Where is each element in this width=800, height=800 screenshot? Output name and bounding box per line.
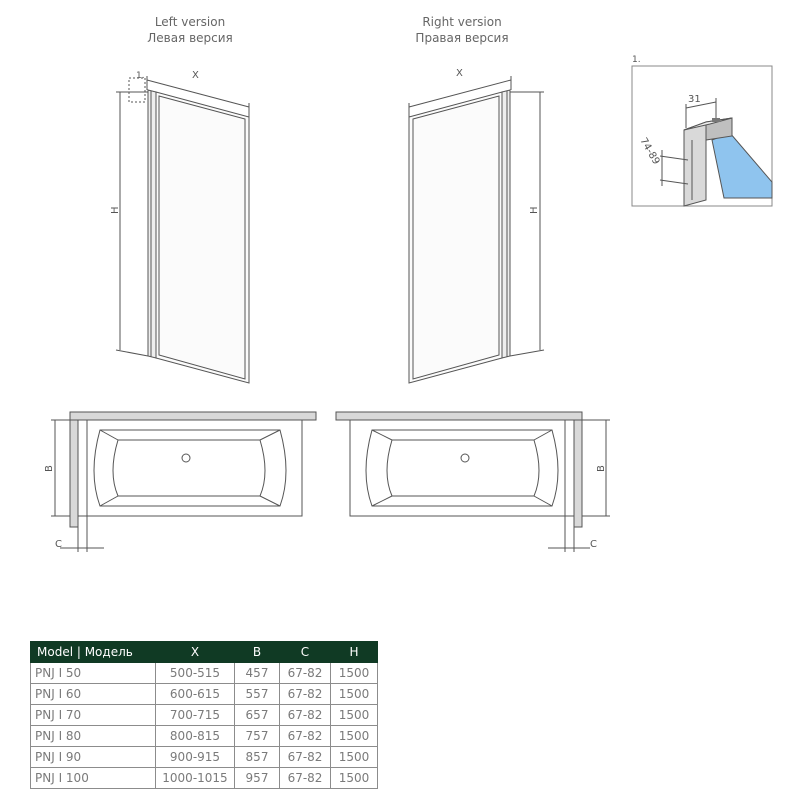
left-dim-h: H <box>110 206 121 214</box>
right-dim-h: H <box>529 206 540 214</box>
cell-x: 800-815 <box>156 726 235 747</box>
cell-c: 67-82 <box>280 705 331 726</box>
left-bathtub-plan <box>51 412 316 552</box>
table-row <box>31 684 378 705</box>
cell-model: PNJ I 60 <box>31 684 156 705</box>
cell-c: 67-82 <box>280 684 331 705</box>
cell-b: 957 <box>235 768 280 789</box>
right-dim-c: C <box>590 539 597 550</box>
left-dim-x: X <box>192 70 199 81</box>
cell-b: 457 <box>235 663 280 684</box>
right-bathtub-plan <box>336 412 610 552</box>
cell-x: 1000-1015 <box>156 768 235 789</box>
header-model: Model | Модель <box>31 642 156 663</box>
header-b: B <box>235 642 280 663</box>
cell-c: 67-82 <box>280 726 331 747</box>
detail-width: 31 <box>688 94 701 105</box>
detail-range: 74-89 <box>637 136 662 167</box>
cell-model: PNJ I 50 <box>31 663 156 684</box>
table-row <box>31 768 378 789</box>
cell-h: 1500 <box>331 726 378 747</box>
spec-table <box>30 641 378 789</box>
right-dim-x: X <box>456 68 463 79</box>
cell-h: 1500 <box>331 663 378 684</box>
right-version-ru: Правая версия <box>415 31 509 45</box>
cell-model: PNJ I 70 <box>31 705 156 726</box>
detail-view <box>632 66 772 206</box>
cell-c: 67-82 <box>280 768 331 789</box>
cell-x: 600-615 <box>156 684 235 705</box>
header-h: H <box>331 642 378 663</box>
header-c: C <box>280 642 331 663</box>
right-version-en: Right version <box>422 15 502 29</box>
table-row <box>31 663 378 684</box>
left-dim-c: C <box>55 539 62 550</box>
cell-b: 857 <box>235 747 280 768</box>
cell-h: 1500 <box>331 747 378 768</box>
cell-b: 657 <box>235 705 280 726</box>
cell-c: 67-82 <box>280 747 331 768</box>
cell-b: 557 <box>235 684 280 705</box>
cell-h: 1500 <box>331 705 378 726</box>
left-version-ru: Левая версия <box>147 31 233 45</box>
table-row <box>31 705 378 726</box>
cell-x: 700-715 <box>156 705 235 726</box>
cell-b: 757 <box>235 726 280 747</box>
right-dim-b: B <box>596 465 607 472</box>
cell-model: PNJ I 90 <box>31 747 156 768</box>
table-row <box>31 726 378 747</box>
left-panel-drawing <box>116 76 249 383</box>
cell-x: 500-515 <box>156 663 235 684</box>
detail-label: 1. <box>632 55 641 65</box>
cell-c: 67-82 <box>280 663 331 684</box>
header-x: X <box>156 642 235 663</box>
cell-h: 1500 <box>331 768 378 789</box>
right-panel-drawing <box>409 76 544 383</box>
cell-model: PNJ I 100 <box>31 768 156 789</box>
left-dim-b: B <box>44 465 55 472</box>
left-detail-marker: 1. <box>136 71 145 81</box>
left-version-en: Left version <box>154 15 226 29</box>
table-row <box>31 747 378 768</box>
cell-h: 1500 <box>331 684 378 705</box>
table-header-row <box>31 642 378 663</box>
cell-x: 900-915 <box>156 747 235 768</box>
cell-model: PNJ I 80 <box>31 726 156 747</box>
